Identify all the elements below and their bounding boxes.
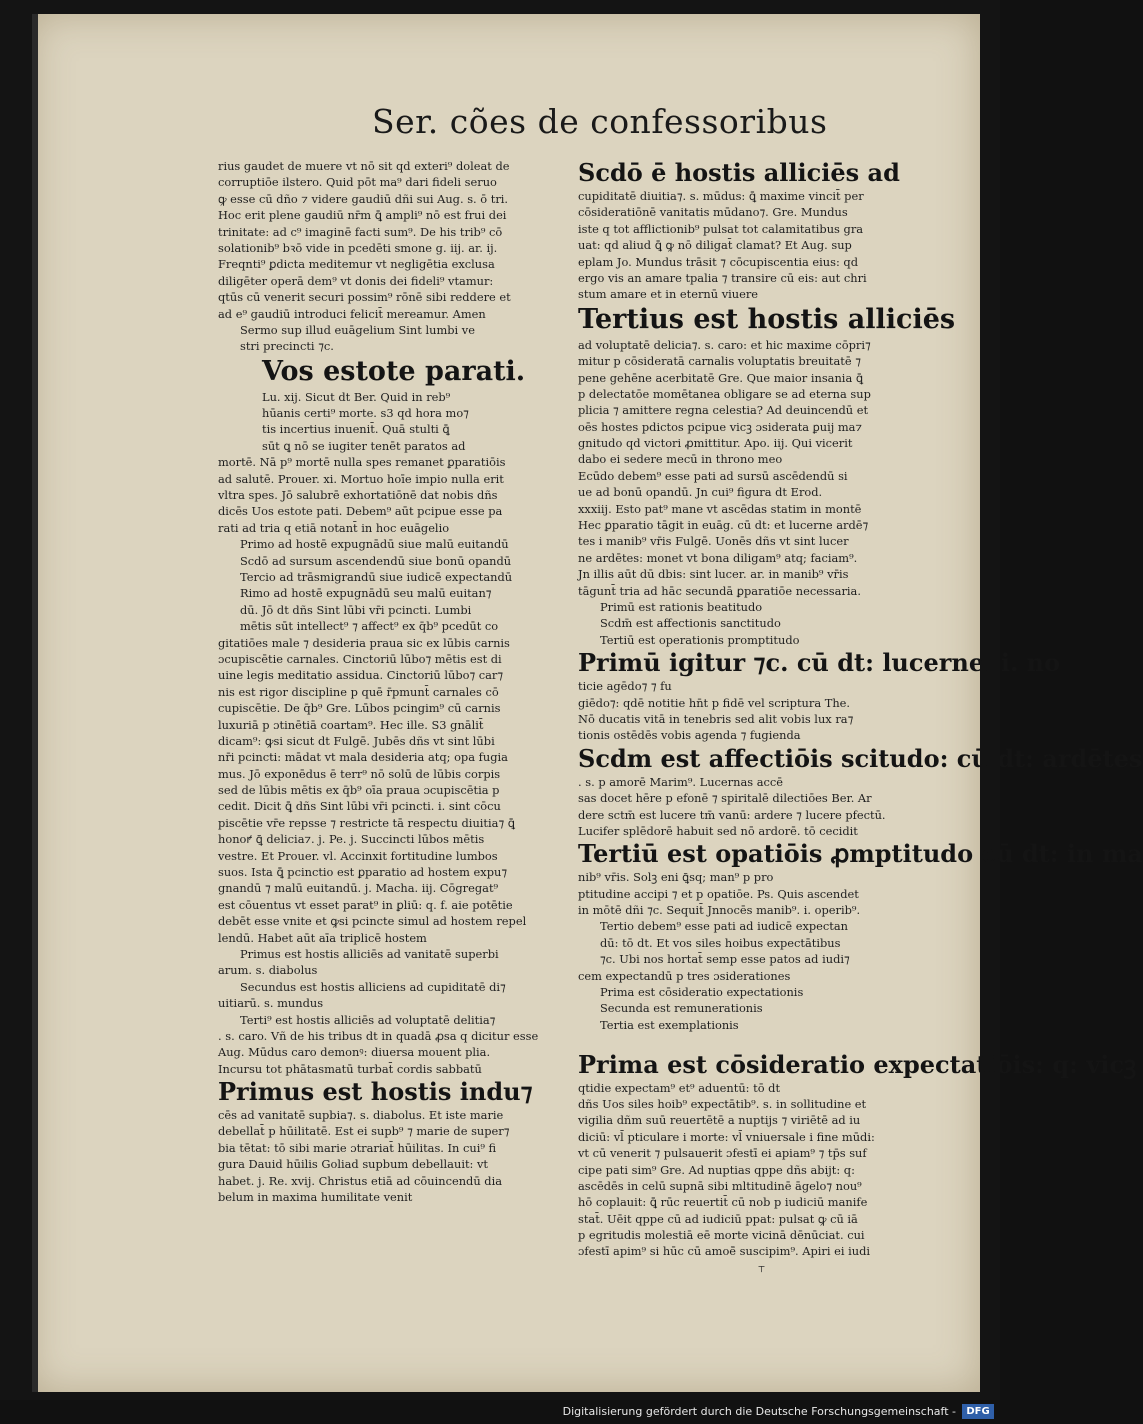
left-column-line: cēs ad vanitatē supbia⁊. s. diabolus. Et iste marie — [218, 1108, 504, 1123]
right-column-line — [578, 1033, 954, 1049]
right-column-line: gnitudo qd victori ꝓmittitur. Apo. iij. Qui vicerit — [578, 436, 853, 451]
right-column-line: ɔfestī apim⁹ si hūc cū amoē̄ suscipim⁹. Apiri ei iudi — [578, 1244, 871, 1259]
right-column-line: uat: qd aliud ꝗ̄ ꝙ nō diligat̄ clamat? Et Aug. sup — [578, 238, 852, 253]
corner-mark: ⸆ — [758, 1264, 765, 1280]
left-column-line: honoꝵ ꝗ̄ delicia⁊. j. Pe. j. Succincti lūbos mētis — [218, 832, 485, 847]
left-column-line: Incursu tot phātasmatū turbat̄ cordis sabbatū — [218, 1061, 482, 1076]
scanned-page — [32, 14, 1143, 1392]
left-column-line: ad salutē. Prouer. xi. Mortuo hoīe impio nulla erit — [218, 471, 504, 486]
right-column-line: pene gehēne acerbitatē Gre. Que maior insania ꝗ̄ — [578, 370, 864, 385]
left-column-line: vestre. Et Prouer. vl. Accinxit fortitudine lumbos — [218, 848, 498, 863]
left-column-line: Aug. Mūdus caro demonꝰ: diuersa mouent plia. — [218, 1045, 491, 1060]
right-column-line: ergo vis an amare tpalia ⁊ transire cū eis: aut chri — [578, 270, 867, 285]
right-column-line: cupiditatē diuitia⁊. s. mūdus: ꝗ̄ maxime vincit̄ per — [578, 189, 864, 203]
right-column-line: tes i manib⁹ vr̄is Fulgē. Uonēs dñs vt sint lucer — [578, 534, 849, 549]
left-column-line: est cōuentus vt esset parat⁹ in ꝑliū: q. f. aie potētie — [218, 897, 513, 912]
right-column-line: stum amare et in eternū viuere — [578, 287, 759, 302]
right-column-line: iste q tot afflictionib⁹ pulsat tot calamitatibus gra — [578, 221, 864, 236]
right-column-line: Secunda est remunerationis — [600, 1001, 763, 1016]
right-column-line: mitur p cōsideratā carnalis voluptatis breuitatē ⁊ — [578, 354, 861, 369]
right-column-line: Tertiū est opatiōis ꝓmptitudo cū dt: in ma — [578, 839, 1143, 869]
right-column-line: cipe pati sim⁹ Gre. Ad nuptias qppe dñs abijt: q: — [578, 1162, 855, 1177]
left-column-line: rati ad tria q etiā notant̄ in hoc euāgelio — [218, 520, 450, 535]
left-column-line: Primus est hostis indu⁊ — [218, 1077, 533, 1107]
right-column-line: ticie agēdo⁊ ⁊ fu — [578, 679, 672, 694]
right-column-line: . s. p amorē Marim⁹. Lucernas accē — [578, 774, 783, 789]
right-column-line: dū: tō dt. Et vos siles hoibus expectātibus — [600, 935, 841, 950]
left-column — [218, 158, 590, 1205]
left-column-line: debellat̄ p hūilitatē. Est ei supb⁹ ⁊ marie de super⁊ — [218, 1124, 510, 1139]
right-column-line: Tertio debem⁹ esse pati ad iudicē expectan — [600, 919, 849, 934]
right-column-line: tionis ostēdēs vobis agenda ⁊ fugienda — [578, 728, 801, 743]
right-column-line: Nō ducatis vitā in tenebris sed alit vobis lux ra⁊ — [578, 711, 854, 726]
right-column-line: ne ardētes: monet vt bona diligam⁹ atq; faciam⁹. — [578, 550, 858, 565]
left-column-line: Primus est hostis alliciēs ad vanitatē superbi — [240, 946, 499, 961]
left-column-line: Freqnti⁹ ꝑdicta meditemur vt negligētia exclusa — [218, 257, 495, 272]
right-column-line: in mōtē dñi ⁊c. Sequit̄ Jnnocēs manib⁹. i. operib⁹. — [578, 903, 861, 918]
right-column-line: plicia ⁊ amittere regna celestia? Ad deuincendū et — [578, 403, 869, 418]
right-column-line: dere sctm̄ est lucere tm̄ vanū: ardere ⁊ lucere pfectū. — [578, 807, 886, 822]
left-column-line: qtūs cū venerit securi possim⁹ rōnē sibi reddere et — [218, 290, 511, 305]
right-column — [578, 158, 1143, 1260]
right-column-line: giēdo⁊: qdē notitie hn̄t p fidē vel scriptura The. — [578, 695, 851, 710]
right-column-line: nib⁹ vr̄is. Solꝫ eni ꝗ̄sq; man⁹ p pro — [578, 870, 774, 885]
left-column-line: piscētie vr̄e repsse ⁊ restricte tā respectu diuitia⁊ ꝗ̄ — [218, 815, 515, 830]
right-column-line: cem expectandū p tres ɔsiderationes — [578, 968, 791, 983]
right-column-line: Ecūdo debem⁹ esse pati ad sursū ascēdendū si — [578, 468, 848, 483]
right-column-line: Scdm est affectiōis scitudo: cū dt: ardētes — [578, 743, 1143, 773]
left-column-line: diligēter operā dem⁹ vt donis dei fideli⁹ vtamur: — [218, 273, 494, 288]
left-column-line: Secundus est hostis alliciens ad cupiditatē di⁊ — [240, 979, 506, 994]
left-column-line: sūt ꝗ nō se iugiter tenēt paratos ad — [262, 438, 466, 453]
left-column-line: Sermo sup illud euāgelium Sint lumbi ve — [240, 322, 475, 337]
left-column-line: Primo ad hostē expugnādū siue malū euitandū — [240, 537, 509, 552]
left-column-line: Hoc erit plene gaudiū nr̄m ꝗ̄ ampli⁹ nō est frui dei — [218, 208, 507, 223]
left-column-line: vltra spes. Jō salubrē exhortatiōnē dat nobis dñs — [218, 488, 498, 503]
right-column-line: Lucifer splēdorē habuit sed nō ardorē. tō cecidit — [578, 823, 858, 838]
left-column-line: gnandū ⁊ malū euitandū. j. Macha. iij. Cōgregat⁹ — [218, 881, 499, 896]
left-column-line: cupiscētie. De q̄b⁹ Gre. Lūbos pcingim⁹ cū carnis — [218, 701, 501, 716]
right-column-line: Hec ꝑparatio tāgit in euāg. cū dt: et lucerne ardē⁊ — [578, 518, 869, 533]
left-column-line: Tercio ad trāsmigrandū siue iudicē expectandū — [240, 569, 513, 584]
left-column-line: lendū. Habet aūt aīa triplicē hostem — [218, 930, 427, 945]
right-column-line: Scdō ē hostis alliciēs ad — [578, 158, 900, 187]
right-column-line: p egritudis molestiā eē morte vicinā dēnūciat. cui — [578, 1228, 865, 1243]
right-column-line: oēs hostes pdictos pcipue vicꝫ ɔsiderata ꝑuij ma⁊ — [578, 419, 862, 434]
left-column-line: luxuriā p ɔtinētiā coartam⁹. Hec ille. S3 gnālit̄ — [218, 717, 484, 732]
right-column-line: vigilia dñm suū reuertētē a nuptijs ⁊ viriētē ad iu — [578, 1113, 861, 1128]
left-column-line: ɔcupiscētie carnales. Cinctoriū lūbo⁊ mētis est di — [218, 651, 502, 666]
left-column-line: sed de lūbis mētis ex q̄b⁹ oīa praua ɔcupiscētia p — [218, 783, 500, 798]
left-column-line: corruptiōe ilstero. Quid pōt ma⁹ dari fideli seruo — [218, 175, 497, 190]
right-column-line: Scdm̄ est affectionis sanctitudo — [600, 616, 781, 631]
right-column-line: ue ad bonū opandū. Jn cui⁹ figura dt Erod. — [578, 485, 823, 500]
left-column-line: nis est rigor discipline p quē r̄pmunt̄ carnales cō — [218, 684, 499, 699]
left-column-line: habet. j. Re. xvij. Christus etiā ad cōuincendū dia — [218, 1173, 503, 1188]
page-heading: Ser. cões de confessoribus — [372, 102, 828, 141]
right-column-line: vt cū venerit ⁊ pulsauerit ɔfestī ei apiam⁹ ⁊ tp̄s suf — [578, 1146, 867, 1161]
left-column-line: . s. caro. Vñ de his tribus dt in quadā ꝓsa q dicitur esse — [218, 1028, 539, 1043]
right-column-line: Primū igitur ⁊c. cū dt: lucerne. i. no — [578, 648, 1061, 678]
right-column-line: ⁊c. Ubi nos hortat̄ semp esse patos ad iudi⁊ — [600, 952, 850, 967]
left-column-line: stri precincti ⁊c. — [240, 339, 334, 354]
right-column-line: stat̄. Uēit qppe cū ad iudiciū ppat: pulsat ꝙ cū iā — [578, 1211, 858, 1226]
left-column-line: uitiarū. s. mundus — [218, 996, 324, 1011]
left-column-line: Rimo ad hostē expugnādū seu malū euitan⁊ — [240, 586, 492, 601]
left-column-line: dicam⁹: ꝙsi sicut dt Fulgē. Jubēs dñs vt sint lūbi — [218, 733, 495, 748]
right-column-line: Jn illis aūt dū dbis: sint lucer. ar. in manib⁹ vr̄is — [578, 567, 849, 582]
right-column-line: cōsideratiōnē vanitatis mūdano⁊. Gre. Mundus — [578, 205, 848, 220]
left-column-line: cedit. Dicit ꝗ̄ dñs Sint lūbi vr̄i pcincti. i. sint cōcu — [218, 799, 501, 814]
left-column-line: Scdō ad sursum ascendendū siue bonū opandū — [240, 553, 512, 568]
left-column-line: dū. Jō dt dñs Sint lūbi vr̄i pcincti. Lumbi — [240, 602, 472, 617]
right-column-line: Tertiū est operationis promptitudo — [600, 632, 800, 647]
left-column-line: ꝙ esse cū dño ⁊ videre gaudiū dñi sui Aug. s. ō tri. — [218, 191, 509, 206]
left-column-line: debēt esse vnite et ꝙsi pcincte simul ad hostem repel — [218, 914, 527, 929]
right-column-line: Tertius est hostis alliciēs — [578, 303, 956, 335]
left-column-line: dicēs Uos estote pati. Debem⁹ aūt pcipue esse pa — [218, 504, 503, 519]
left-column-line: bia tētat: tō sibi marie ɔtrariat̄ hūilitas. In cui⁹ fi — [218, 1140, 497, 1155]
left-column-line: hūanis certi⁹ morte. s3 qd hora mo⁊ — [262, 406, 469, 421]
left-column-line: Lu. xij. Sicut dt Ber. Quid in reb⁹ — [262, 389, 451, 404]
left-column-line: belum in maxima humilitate venit — [218, 1190, 413, 1205]
left-column-line: rius gaudet de muere vt nō sit qd exteri⁹ doleat de — [218, 159, 510, 173]
left-column-line: gitatiōes male ⁊ desideria praua sic ex lūbis carnis — [218, 635, 510, 650]
left-column-line: gura Dauid hūilis Goliad supbum debellauit: vt — [218, 1157, 489, 1172]
right-column-line: p delectatōe momētanea obligare se ad eterna sup — [578, 386, 871, 401]
page-edge — [32, 14, 38, 1392]
left-column-line: tis incertius inuenit̄. Quā stulti ꝗ̄ — [262, 422, 450, 437]
left-column-line: Terti⁹ est hostis alliciēs ad voluptatē delitia⁊ — [240, 1012, 496, 1027]
right-column-line: xxxiij. Esto pat⁹ mane vt ascēdas statim in montē — [578, 501, 862, 516]
right-column-line: sas docet hēre p efonē ⁊ spiritalē dilectiōes Ber. Ar — [578, 791, 872, 806]
right-column-line: diciū: vl̄ pticulare i morte: vl̄ vniuersale i fine mūdi: — [578, 1129, 875, 1144]
right-column-line: ascēdēs in celū supnā sibi mltitudinē āgelo⁊ nou⁹ — [578, 1178, 862, 1193]
dfg-logo[interactable]: DFG — [962, 1404, 994, 1419]
right-column-line: ad voluptatē delicia⁊. s. caro: et hic maxime cōpri⁊ — [578, 337, 871, 352]
footer-bar — [0, 1400, 1000, 1424]
left-column-line: mus. Jō exponēdus ē terr⁹ nō solū de lūbis corpis — [218, 766, 501, 781]
right-column-line: dabo ei sedere mecū in throno meo — [578, 452, 783, 467]
right-column-line: Prima est cōsideratio expectationis — [600, 985, 804, 1000]
right-column-line: dñs Uos siles hoib⁹ expectātib⁹. s. in sollitudine et — [578, 1096, 867, 1111]
right-column-line: eplam Jo. Mundus trāsit ⁊ cōcupiscentia eius: qd — [578, 254, 858, 269]
right-column-line: Prima est cōsideratio expectatiōis: q: vicꝫ — [578, 1049, 1137, 1079]
right-column-line: ptitudine accipi ⁊ et p opatiōe. Ps. Quis ascendet — [578, 886, 859, 901]
left-column-line: suos. Ista ꝗ̄ pcinctio est ꝑparatio ad hostem expu⁊ — [218, 865, 508, 880]
left-column-line: solationib⁹ bꝛō vide in pcedēti smone g. iij. ar. ij. — [218, 240, 498, 255]
right-column-line: Tertia est exemplationis — [600, 1017, 739, 1032]
left-column-line: Vos estote parati. — [262, 355, 526, 387]
right-column-line: tāgunt̄ tria ad hāc secundā ꝑparatiōe necessaria. — [578, 583, 861, 598]
left-column-line: uine legis meditatio assidua. Cinctoriū lūbo⁊ car⁊ — [218, 668, 504, 683]
left-column-line: mortē. Nā p⁹ mortē nulla spes remanet ꝑparatiōis — [218, 455, 506, 470]
left-column-line: arum. s. diabolus — [218, 963, 318, 978]
right-column-line: Primū est rationis beatitudo — [600, 599, 763, 614]
left-column-line: nr̄i pcincti: mādat vt mala desideria atq; opa fugia — [218, 750, 508, 765]
left-column-line: ad e⁹ gaudiū introduci felicit̄ mereamur. Amen — [218, 306, 486, 321]
right-column-line: hō coplauit: ꝗ̄ rūc reuertit̄ cū nob p iudiciū manife — [578, 1195, 868, 1210]
left-column-line: mētis sūt intellect⁹ ⁊ affect⁹ ex q̄b⁹ pcedūt co — [240, 619, 499, 634]
footer-credit: Digitalisierung gefördert durch die Deutsche Forschungsgemeinschaft - — [562, 1405, 956, 1418]
left-column-line: trinitate: ad c⁹ imaginē facti sum⁹. De his trib⁹ cō — [218, 224, 503, 239]
right-column-line: qtidie expectam⁹ et⁹ aduentū: tō dt — [578, 1080, 781, 1095]
